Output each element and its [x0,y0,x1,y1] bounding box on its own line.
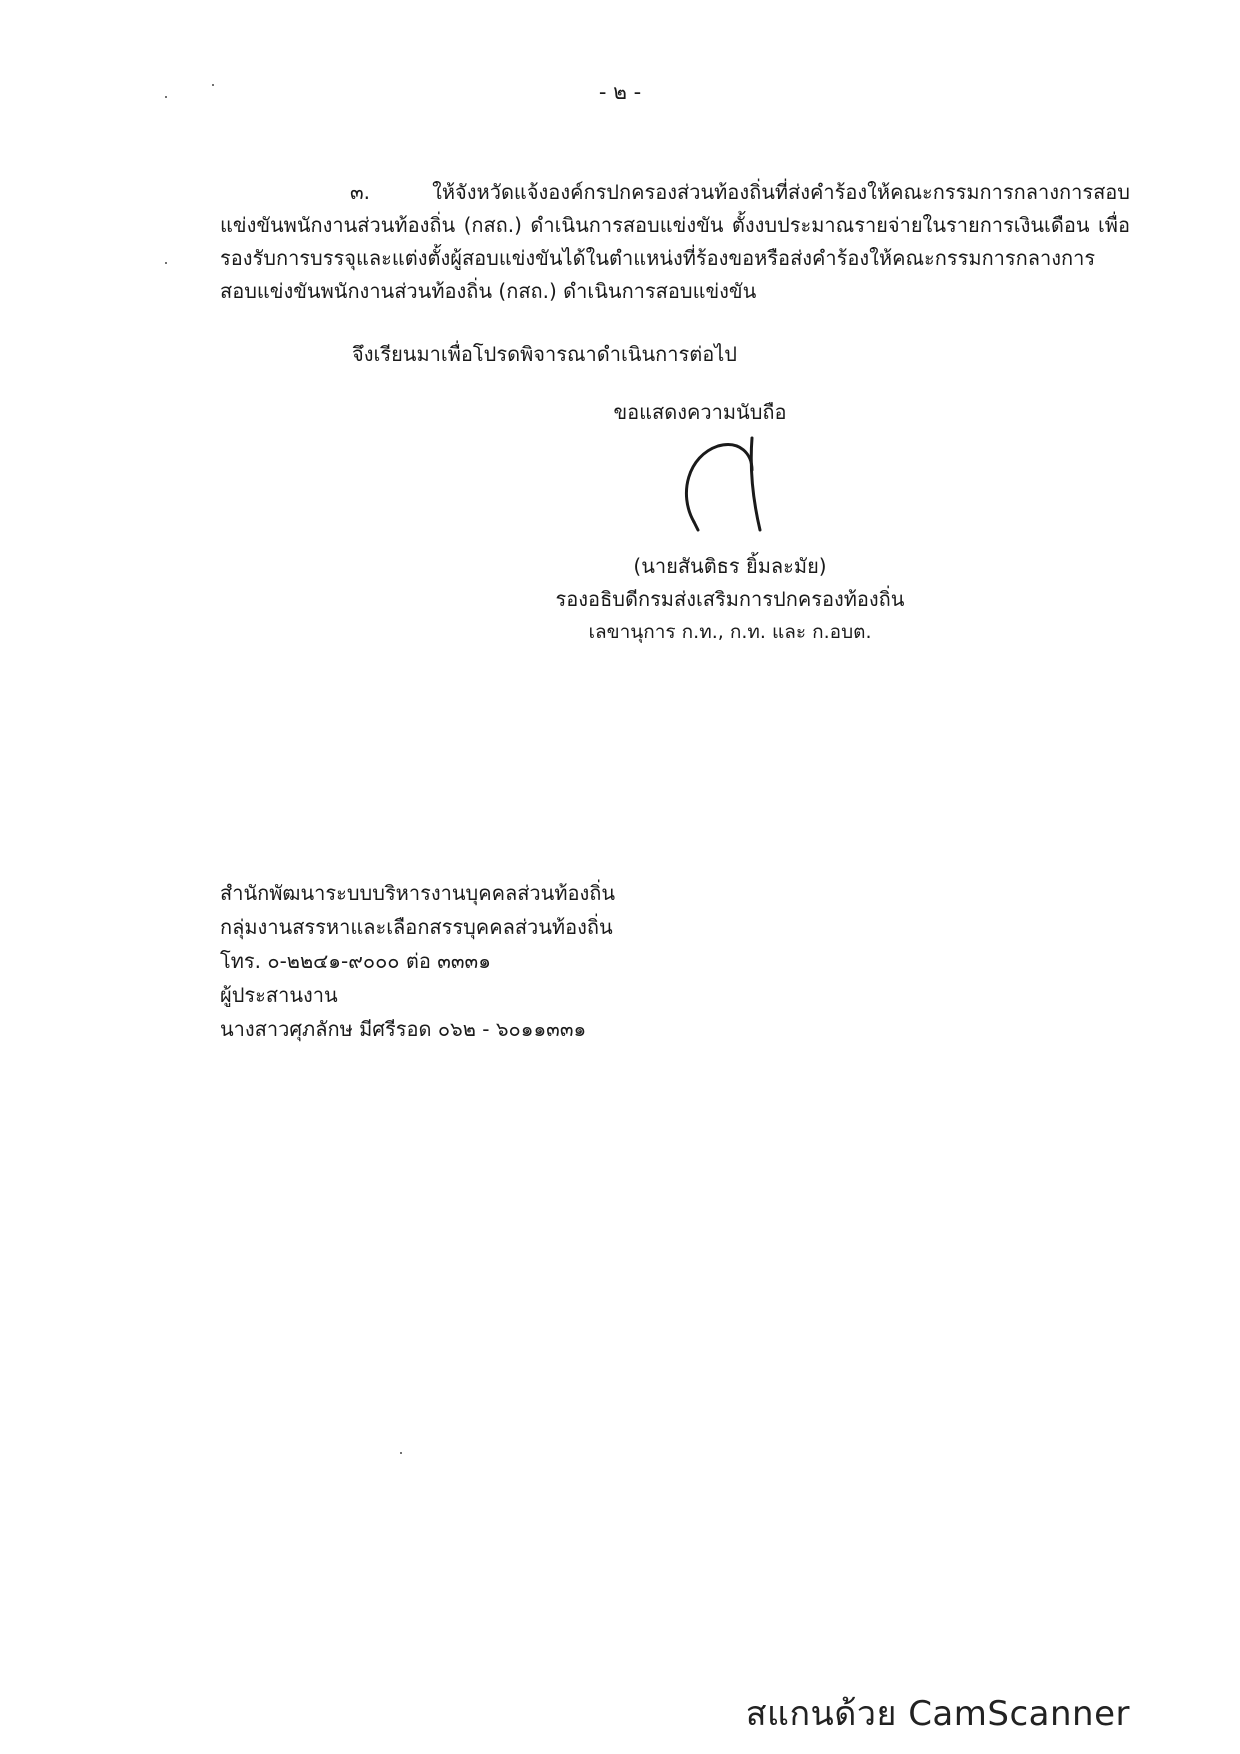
page-number: - ๒ - [598,80,642,104]
contact-office: สำนักพัฒนาระบบบริหารงานบุคคลส่วนท้องถิ่น [220,881,616,905]
signatory-position: รองอธิบดีกรมส่งเสริมการปกครองท้องถิ่น [555,587,905,611]
scan-speck [165,262,167,264]
contact-phone: โทร. ๐-๒๒๔๑-๙๐๐๐ ต่อ ๓๓๓๑ [220,949,491,973]
signatory-name: (นายสันติธร ยิ้มละมัย) [633,554,827,578]
body-paragraph: ๓. ให้จังหวัดแจ้งองค์กรปกครองส่วนท้องถิ่นที่ส่งคำร้องให้คณะกรรมการกลางการสอบแข่งขันพนักงานส่วนท้องถิ่น (กสถ.) ดำเนินการสอบแข่งขัน ตั้งงบประมาณรายจ่ายในรายการเงินเดือน เพื่อรองรับการบรรจุและแต่งตั้งผู้สอบแข่งขันได้ในตำแหน่งที่ร้องขอหรือส่งคำร้องให้คณะกรรมการกลางการสอบแข่งขันพนักงานส่วนท้องถิ่น (กสถ.) ดำเนินการสอบแข่งขัน [220,180,1130,303]
handwritten-signature [660,434,800,538]
scan-speck [400,1452,402,1454]
closing-line: จึงเรียนมาเพื่อโปรดพิจารณาดำเนินการต่อไป [352,342,737,366]
contact-block [220,876,615,1046]
signature-regards: ขอแสดงความนับถือ [613,400,787,424]
contact-group: กลุ่มงานสรรหาและเลือกสรรบุคคลส่วนท้องถิ่น [220,915,613,939]
contact-coordinator-label: ผู้ประสานงาน [220,983,338,1007]
scan-watermark: สแกนด้วย CamScanner [745,1694,1130,1734]
signatory-secretary-role: เลขานุการ ก.ท., ก.ท. และ ก.อบต. [588,621,872,643]
contact-coordinator: นางสาวศุภลักษ มีศรีรอด ๐๖๒ - ๖๐๑๑๓๓๑ [220,1017,587,1041]
signature-block [460,396,1000,649]
